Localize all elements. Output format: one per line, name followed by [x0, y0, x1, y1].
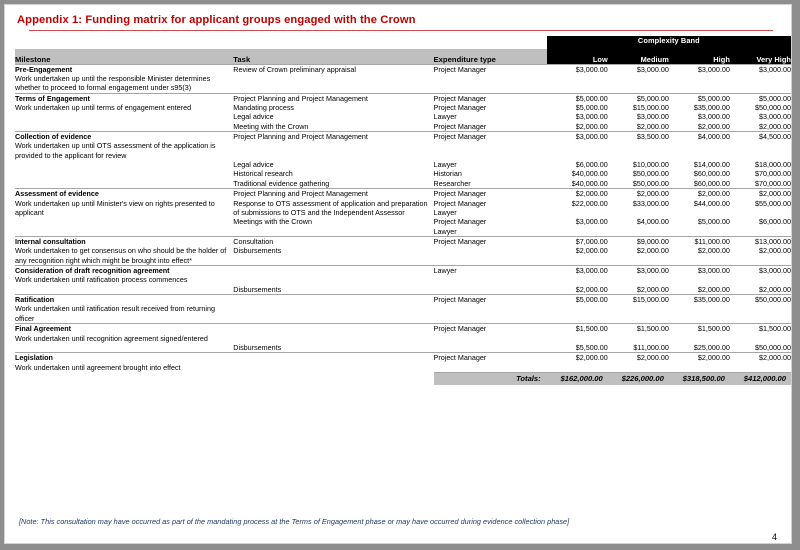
- expenditure-cell: [434, 112, 547, 131]
- amount-high-cell-line: $35,000.00: [693, 295, 730, 305]
- amount-very-high-cell: [730, 217, 791, 236]
- task-cell: [233, 64, 433, 93]
- amount-low-cell-line: $5,500.00: [575, 342, 608, 352]
- table-row: [15, 64, 791, 93]
- amount-low-cell: [547, 295, 608, 324]
- amount-high-cell: [669, 93, 730, 112]
- amount-high-cell: [669, 64, 730, 93]
- milestone-title: Pre-Engagement: [15, 64, 73, 74]
- amount-medium-cell-line: $11,000.00: [633, 342, 669, 352]
- milestone-cell: [15, 236, 233, 265]
- expenditure-cell: [434, 295, 547, 324]
- task-cell-line: Consultation: [233, 236, 274, 246]
- amount-high-cell: [669, 189, 730, 218]
- amount-high-cell-line: $14,000.00: [693, 160, 730, 170]
- table-row: [15, 295, 791, 324]
- amount-low-cell-line: $3,000.00: [575, 132, 608, 142]
- table-row: [15, 343, 791, 353]
- task-cell: [233, 217, 433, 236]
- milestone-title: Internal consultation: [15, 236, 86, 246]
- amount-very-high-cell: [730, 266, 791, 285]
- table-row: [15, 353, 791, 372]
- amount-very-high-cell-line: $3,000.00: [759, 64, 791, 74]
- amount-high-cell-line: $44,000.00: [693, 198, 730, 208]
- milestone-cell: [15, 324, 233, 343]
- expenditure-cell: [434, 266, 547, 285]
- amount-low-cell: [547, 285, 608, 295]
- amount-medium-cell: [608, 266, 669, 285]
- amount-very-high-cell-line: $70,000.00: [755, 169, 791, 179]
- task-cell-line: [233, 324, 433, 333]
- amount-high-cell: [669, 266, 730, 285]
- expenditure-cell: [434, 285, 547, 295]
- expenditure-cell-line: Project Manager: [433, 93, 487, 103]
- task-cell-line: Disbursements: [233, 342, 282, 352]
- funding-matrix-table: [15, 36, 791, 385]
- task-cell-line: Legal advice: [233, 160, 274, 170]
- amount-high-cell: [669, 160, 730, 189]
- expenditure-cell-line: Project Manager: [433, 189, 487, 199]
- amount-very-high-cell-line: $4,500.00: [759, 132, 791, 142]
- expenditure-cell-line: Project Manager: [433, 236, 487, 246]
- amount-low-cell-line: $7,000.00: [575, 236, 608, 246]
- amount-low-cell: [547, 132, 608, 161]
- milestone-cell: [15, 189, 233, 218]
- expenditure-cell-line: Lawyer: [433, 207, 457, 217]
- title-divider: [29, 30, 773, 31]
- expenditure-cell-line: Historian: [433, 169, 462, 179]
- amount-medium-cell: [608, 285, 669, 295]
- milestone-title: Legislation: [15, 353, 53, 363]
- task-cell: [233, 189, 433, 218]
- expenditure-cell-line: Project Manager: [433, 198, 487, 208]
- table-row: [15, 112, 791, 131]
- table-row: [15, 285, 791, 295]
- expenditure-cell-line: Project Manager: [433, 64, 487, 74]
- amount-medium-cell: [608, 132, 669, 161]
- expenditure-cell-line: Project Manager: [433, 217, 487, 227]
- milestone-cell-continued: [15, 343, 233, 353]
- amount-high-cell-line: $2,000.00: [697, 121, 730, 131]
- amount-low-cell-line: $5,000.00: [575, 93, 608, 103]
- milestone-title: Assessment of evidence: [15, 189, 99, 199]
- amount-very-high-cell-line: $50,000.00: [755, 295, 791, 305]
- milestone-title: Terms of Engagement: [15, 93, 90, 103]
- amount-very-high-cell-line: $18,000.00: [755, 160, 791, 170]
- milestone-cell-continued: [15, 160, 233, 189]
- header-spacer: [15, 36, 233, 49]
- amount-high-cell: [669, 217, 730, 236]
- amount-very-high-cell-line: $2,000.00: [759, 353, 791, 363]
- amount-medium-cell-line: $3,500.00: [636, 132, 669, 142]
- amount-high-cell-line: $5,000.00: [697, 217, 730, 227]
- amount-medium-cell-line: $15,000.00: [632, 295, 669, 305]
- amount-high-cell: [669, 285, 730, 295]
- amount-very-high-cell: [730, 64, 791, 93]
- totals-medium: $226,000.00: [608, 372, 669, 385]
- amount-low-cell: [547, 189, 608, 218]
- amount-medium-cell-line: $33,000.00: [632, 198, 669, 208]
- amount-high-cell-line: $3,000.00: [697, 64, 730, 74]
- expenditure-cell-line: Project Manager: [433, 353, 487, 363]
- page-title: Appendix 1: Funding matrix for applicant groups engaged with the Crown: [17, 14, 416, 26]
- amount-very-high-cell-line: $3,000.00: [759, 266, 791, 276]
- milestone-title: Final Agreement: [15, 324, 72, 334]
- amount-high-cell-line: $11,000.00: [694, 236, 730, 246]
- amount-very-high-cell-line: $2,000.00: [759, 121, 791, 131]
- amount-low-cell-line: $22,000.00: [571, 198, 608, 208]
- table-row: [15, 132, 791, 161]
- amount-low-cell: [547, 343, 608, 353]
- totals-spacer: [233, 372, 433, 385]
- task-cell-line: Meeting with the Crown: [233, 121, 309, 131]
- amount-very-high-cell-line: $3,000.00: [759, 112, 791, 122]
- amount-low-cell-line: $2,000.00: [575, 121, 608, 131]
- amount-very-high-cell-line: $13,000.00: [755, 236, 791, 246]
- amount-low-cell-line: $3,000.00: [575, 64, 608, 74]
- expenditure-cell-line: [434, 285, 547, 294]
- amount-low-cell-line: $3,000.00: [575, 217, 608, 227]
- expenditure-cell: [434, 189, 547, 218]
- amount-high-cell: [669, 353, 730, 372]
- milestone-description: Work undertaken to get consensus on who should be the holder of any recognition right which might be brought into effect*: [15, 246, 227, 265]
- page-number: 4: [771, 532, 777, 542]
- milestone-cell-continued: [15, 112, 233, 131]
- amount-very-high-cell: [730, 353, 791, 372]
- amount-medium-cell-line: $2,000.00: [636, 121, 669, 131]
- amount-low-cell-line: $6,000.00: [575, 160, 608, 170]
- table-footer: [15, 372, 791, 385]
- milestone-description: Work undertaken up until the responsible Minister determines whether to proceed to formal engagement under s95(3): [15, 73, 211, 93]
- amount-medium-cell: [608, 343, 669, 353]
- task-cell-line: [233, 353, 433, 362]
- milestone-cell: [15, 353, 233, 372]
- amount-very-high-cell-line: $55,000.00: [755, 198, 791, 208]
- amount-high-cell-line: $35,000.00: [693, 102, 730, 112]
- task-cell: [233, 236, 433, 265]
- amount-low-cell-line: $3,000.00: [575, 266, 608, 276]
- task-cell-line: Review of Crown preliminary appraisal: [233, 64, 356, 74]
- task-cell: [233, 324, 433, 343]
- table-row: [15, 160, 791, 189]
- amount-high-cell: [669, 132, 730, 161]
- task-cell-line: Response to OTS assessment of application and preparation of submissions to OTS and the Independent Assessor: [233, 198, 428, 217]
- amount-very-high-cell: [730, 324, 791, 343]
- table-row: [15, 324, 791, 343]
- expenditure-cell: [434, 343, 547, 353]
- amount-medium-cell-line: $2,000.00: [636, 284, 669, 294]
- amount-low-cell: [547, 93, 608, 112]
- amount-medium-cell-line: $3,000.00: [636, 266, 669, 276]
- milestone-cell: [15, 295, 233, 324]
- amount-high-cell-line: $2,000.00: [697, 189, 730, 199]
- amount-very-high-cell-line: $50,000.00: [755, 102, 791, 112]
- task-cell: [233, 285, 433, 295]
- amount-very-high-cell: [730, 189, 791, 218]
- task-cell-line: Historical research: [233, 169, 293, 179]
- milestone-title: Collection of evidence: [15, 132, 92, 142]
- header-spacer: [434, 36, 547, 49]
- amount-low-cell-line: $2,000.00: [575, 284, 608, 294]
- totals-label: Totals:: [434, 372, 547, 385]
- column-header-low: Low: [547, 49, 608, 64]
- footnote-note: [Note: This consultation may have occurred as part of the mandating process at the Terms of Engagement phase or may have occurred during evidence collection phase]: [19, 517, 570, 526]
- expenditure-cell: [434, 217, 547, 236]
- table-row: [15, 189, 791, 218]
- table-body: [15, 64, 791, 372]
- amount-low-cell-line: $2,000.00: [575, 189, 608, 199]
- totals-spacer: [15, 372, 233, 385]
- amount-high-cell-line: $25,000.00: [693, 342, 730, 352]
- amount-very-high-cell: [730, 343, 791, 353]
- task-cell: [233, 112, 433, 131]
- task-cell: [233, 266, 433, 285]
- amount-low-cell: [547, 112, 608, 131]
- amount-medium-cell: [608, 217, 669, 236]
- column-header-very-high: Very High: [730, 49, 791, 64]
- milestone-cell: [15, 266, 233, 285]
- expenditure-cell: [434, 132, 547, 161]
- amount-low-cell-line: $2,000.00: [575, 246, 608, 256]
- amount-high-cell-line: $60,000.00: [693, 169, 730, 179]
- amount-very-high-cell: [730, 236, 791, 265]
- milestone-description: Work undertaken up until Minister's view on rights presented to applicant: [15, 198, 215, 217]
- amount-low-cell: [547, 217, 608, 236]
- table-row: [15, 236, 791, 265]
- expenditure-cell-line: Lawyer: [433, 226, 457, 236]
- expenditure-cell: [434, 324, 547, 343]
- amount-medium-cell-line: $5,000.00: [636, 93, 669, 103]
- task-cell-line: Disbursements: [233, 246, 282, 256]
- amount-medium-cell-line: $2,000.00: [636, 189, 669, 199]
- amount-high-cell-line: $2,000.00: [697, 353, 730, 363]
- amount-medium-cell-line: $10,000.00: [632, 160, 669, 170]
- amount-high-cell: [669, 112, 730, 131]
- column-header-medium: Medium: [608, 49, 669, 64]
- milestone-title: Consideration of draft recognition agreement: [15, 266, 170, 276]
- amount-low-cell: [547, 160, 608, 189]
- amount-medium-cell-line: $15,000.00: [632, 102, 669, 112]
- milestone-cell: [15, 132, 233, 161]
- amount-low-cell-line: $40,000.00: [571, 178, 608, 188]
- amount-very-high-cell-line: $50,000.00: [755, 342, 791, 352]
- amount-very-high-cell-line: $2,000.00: [759, 284, 791, 294]
- amount-medium-cell: [608, 324, 669, 343]
- milestone-cell-continued: [15, 285, 233, 295]
- amount-very-high-cell-line: $2,000.00: [759, 189, 791, 199]
- amount-medium-cell: [608, 236, 669, 265]
- amount-low-cell: [547, 64, 608, 93]
- expenditure-cell: [434, 236, 547, 265]
- amount-very-high-cell: [730, 93, 791, 112]
- amount-high-cell-line: $3,000.00: [697, 112, 730, 122]
- amount-low-cell: [547, 266, 608, 285]
- title-block: [5, 5, 791, 31]
- column-header-task: Task: [233, 49, 433, 64]
- expenditure-cell-line: Project Manager: [433, 295, 487, 305]
- table-row: [15, 217, 791, 236]
- amount-low-cell: [547, 324, 608, 343]
- expenditure-cell: [434, 93, 547, 112]
- expenditure-cell: [434, 64, 547, 93]
- column-header-high: High: [669, 49, 730, 64]
- task-cell: [233, 295, 433, 324]
- amount-high-cell-line: $60,000.00: [693, 178, 730, 188]
- milestone-title: Ratification: [15, 295, 55, 305]
- amount-low-cell-line: $40,000.00: [571, 169, 608, 179]
- expenditure-cell-line: Project Manager: [433, 121, 487, 131]
- amount-very-high-cell: [730, 132, 791, 161]
- amount-low-cell-line: $5,000.00: [575, 295, 608, 305]
- amount-low-cell-line: $2,000.00: [575, 353, 608, 363]
- amount-medium-cell-line: $2,000.00: [636, 353, 669, 363]
- amount-very-high-cell: [730, 285, 791, 295]
- amount-medium-cell: [608, 189, 669, 218]
- task-cell-line: Disbursements: [233, 284, 282, 294]
- expenditure-cell: [434, 353, 547, 372]
- table-row: [15, 266, 791, 285]
- amount-high-cell-line: $4,000.00: [697, 132, 730, 142]
- amount-very-high-cell-line: $2,000.00: [759, 246, 791, 256]
- expenditure-cell-line: Lawyer: [433, 112, 457, 122]
- milestone-cell-continued: [15, 217, 233, 236]
- amount-medium-cell-line: $50,000.00: [632, 169, 669, 179]
- amount-medium-cell: [608, 93, 669, 112]
- milestone-description: Work undertaken until ratification process commences: [15, 275, 188, 285]
- expenditure-cell-line: Project Manager: [433, 324, 487, 334]
- amount-very-high-cell-line: $1,500.00: [759, 324, 791, 334]
- totals-high: $318,500.00: [669, 372, 730, 385]
- amount-high-cell: [669, 236, 730, 265]
- task-cell-line: Project Planning and Project Management: [233, 93, 368, 103]
- amount-low-cell-line: $5,000.00: [575, 102, 608, 112]
- task-cell-line: Legal advice: [233, 112, 274, 122]
- expenditure-cell-line: Lawyer: [433, 160, 457, 170]
- amount-medium-cell: [608, 112, 669, 131]
- expenditure-cell-line: [434, 343, 547, 352]
- amount-high-cell: [669, 343, 730, 353]
- amount-high-cell-line: $2,000.00: [697, 246, 730, 256]
- amount-medium-cell: [608, 295, 669, 324]
- task-cell: [233, 132, 433, 161]
- amount-high-cell-line: $2,000.00: [697, 284, 730, 294]
- milestone-cell: [15, 93, 233, 112]
- expenditure-cell: [434, 160, 547, 189]
- task-cell-line: [233, 295, 433, 304]
- column-header-expenditure: Expenditure type: [434, 49, 547, 64]
- amount-medium-cell: [608, 353, 669, 372]
- amount-very-high-cell: [730, 112, 791, 131]
- amount-low-cell: [547, 353, 608, 372]
- milestone-description: Work undertaken up until terms of engagement entered: [15, 102, 192, 112]
- task-cell: [233, 160, 433, 189]
- milestone-description: Work undertaken until ratification result received from returning officer: [15, 304, 216, 323]
- task-cell-line: Traditional evidence gathering: [233, 178, 330, 188]
- amount-medium-cell-line: $1,500.00: [636, 324, 669, 334]
- task-cell: [233, 353, 433, 372]
- expenditure-cell-line: [434, 246, 547, 255]
- amount-medium-cell-line: $3,000.00: [636, 64, 669, 74]
- table-row: [15, 93, 791, 112]
- milestone-cell: [15, 64, 233, 93]
- expenditure-cell-line: Project Manager: [433, 102, 487, 112]
- amount-medium-cell-line: $3,000.00: [636, 112, 669, 122]
- task-cell: [233, 93, 433, 112]
- amount-high-cell-line: $1,500.00: [697, 324, 730, 334]
- amount-medium-cell-line: $4,000.00: [636, 217, 669, 227]
- amount-medium-cell: [608, 64, 669, 93]
- amount-very-high-cell: [730, 160, 791, 189]
- totals-low: $162,000.00: [547, 372, 608, 385]
- amount-medium-cell-line: $2,000.00: [636, 246, 669, 256]
- amount-high-cell: [669, 295, 730, 324]
- task-cell-line: Mandating process: [233, 102, 295, 112]
- expenditure-cell-line: Researcher: [433, 178, 471, 188]
- amount-very-high-cell-line: $70,000.00: [755, 178, 791, 188]
- amount-medium-cell: [608, 160, 669, 189]
- amount-medium-cell-line: $50,000.00: [632, 178, 669, 188]
- milestone-description: Work undertaken up until OTS assessment of the application is provided to the applicant for review: [15, 141, 216, 160]
- expenditure-cell-line: Project Manager: [433, 132, 487, 142]
- header-spacer: [233, 36, 433, 49]
- amount-low-cell: [547, 236, 608, 265]
- totals-very-high: $412,000.00: [730, 372, 791, 385]
- amount-very-high-cell-line: $5,000.00: [759, 93, 791, 103]
- column-header-milestone: Milestone: [15, 49, 233, 64]
- amount-high-cell-line: $5,000.00: [697, 93, 730, 103]
- table-header: [15, 36, 791, 64]
- task-cell-line: Meetings with the Crown: [233, 217, 312, 227]
- amount-low-cell-line: $1,500.00: [575, 324, 608, 334]
- amount-very-high-cell-line: $6,000.00: [759, 217, 791, 227]
- milestone-description: Work undertaken until recognition agreement signed/entered: [15, 333, 208, 343]
- amount-high-cell: [669, 324, 730, 343]
- task-cell: [233, 343, 433, 353]
- amount-very-high-cell: [730, 295, 791, 324]
- task-cell-line: [233, 266, 433, 275]
- amount-medium-cell-line: $9,000.00: [636, 236, 669, 246]
- amount-low-cell-line: $3,000.00: [575, 112, 608, 122]
- expenditure-cell-line: Lawyer: [433, 266, 457, 276]
- complexity-band-header: Complexity Band: [547, 36, 791, 49]
- milestone-description: Work undertaken until agreement brought into effect: [15, 362, 181, 372]
- document-page: [4, 4, 792, 544]
- amount-high-cell-line: $3,000.00: [697, 266, 730, 276]
- task-cell-line: Project Planning and Project Management: [233, 132, 368, 142]
- task-cell-line: Project Planning and Project Management: [233, 189, 368, 199]
